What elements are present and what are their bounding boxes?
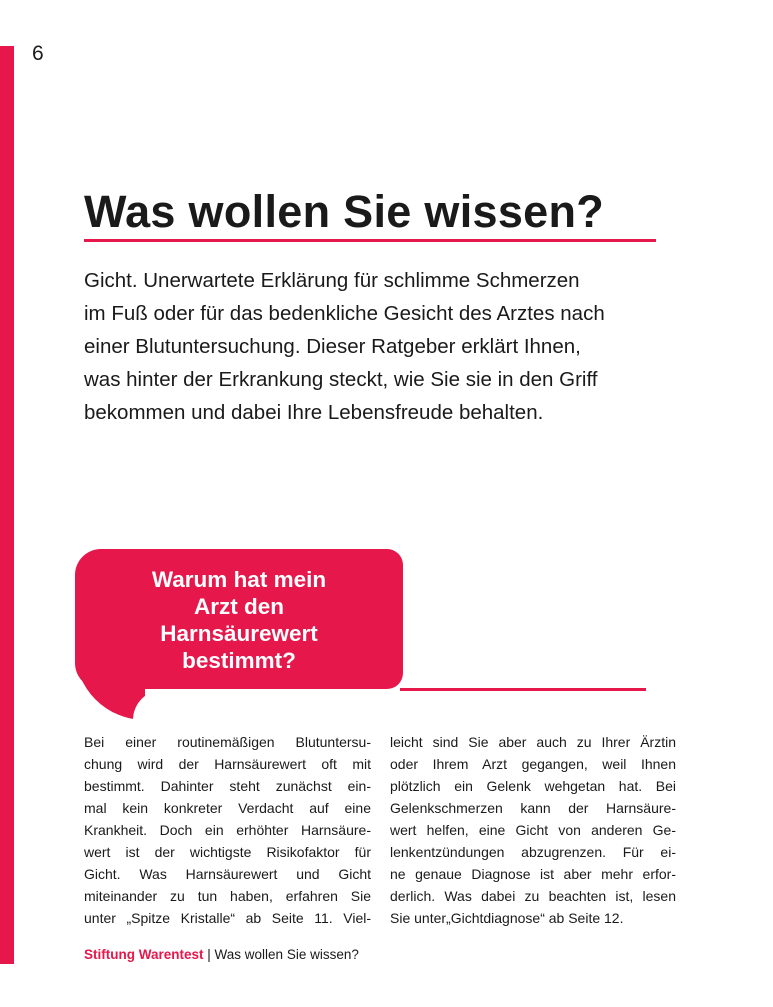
intro-line: im Fuß oder für das bedenkliche Gesicht des Arztes nach [84,302,605,325]
intro-line: Gicht. Unerwartete Erklärung für schlimme Schmerzen [84,269,580,292]
footer-separator: | [207,947,211,962]
title-underline [84,239,656,242]
answer-line: mal kein konkreter Verdacht auf eine [84,800,371,816]
answer-line: Gelenkschmerzen kann der Harnsäure- [390,800,676,816]
page-title: Was wollen Sie wissen? [84,186,605,237]
speech-bubble-notch [133,690,273,730]
answer-line: miteinander zu tun haben, erfahren Sie [84,888,371,904]
intro-line: was hinter der Erkrankung steckt, wie Sie sie in den Griff [84,368,598,391]
page-number: 6 [32,42,44,65]
answer-line: Gicht. Was Harnsäurewert und Gicht [84,866,371,882]
answer-column-left [84,731,371,929]
answer-line: chung wird der Harnsäurewert oft mit [84,756,371,772]
footer-section: Was wollen Sie wissen? [214,947,359,962]
answer-line: oder Ihrem Arzt gegangen, weil Ihnen [390,756,676,772]
answer-line: leicht sind Sie aber auch zu Ihrer Ärztin [390,734,676,750]
question-line: Arzt den [194,594,284,619]
answer-line: plötzlich ein Gelenk wehgetan hat. Bei [390,778,676,794]
answer-line: wert ist der wichtigste Risikofaktor für [84,844,371,860]
answer-line: Sie unter„Gichtdiagnose“ ab Seite 12. [390,910,624,926]
question-line: Warum hat mein [151,567,327,592]
answer-column-right [390,731,676,929]
answer-line: bestimmt. Dahinter steht zunächst ein- [84,778,371,794]
intro-line: einer Blutuntersuchung. Dieser Ratgeber erklärt Ihnen, [84,335,581,358]
question-heading [100,566,378,674]
answer-line: wert helfen, eine Gicht von anderen Ge- [390,822,676,838]
page-footer [84,947,359,962]
answer-line: Bei einer routinemäßigen Blutuntersu- [84,734,371,750]
footer-brand: Stiftung Warentest [84,947,204,962]
answer-line: lenkentzündungen abzugrenzen. Für ei- [390,844,676,860]
answer-line: derlich. Was dabei zu beachten ist, lesen [390,888,676,904]
question-line: Harnsäurewert [160,621,318,646]
intro-line: bekommen und dabei Ihre Lebensfreude behalten. [84,401,544,424]
intro-paragraph [84,264,684,429]
answer-line: unter „Spitze Kristalle“ ab Seite 11. Viel- [84,910,371,926]
answer-line: Krankheit. Doch ein erhöhter Harnsäure- [84,822,371,838]
page-edge-bar [0,46,14,964]
answer-line: ne genaue Diagnose ist aber mehr erfor- [390,866,676,882]
question-line: bestimmt? [182,648,296,673]
question-underline [400,688,646,691]
